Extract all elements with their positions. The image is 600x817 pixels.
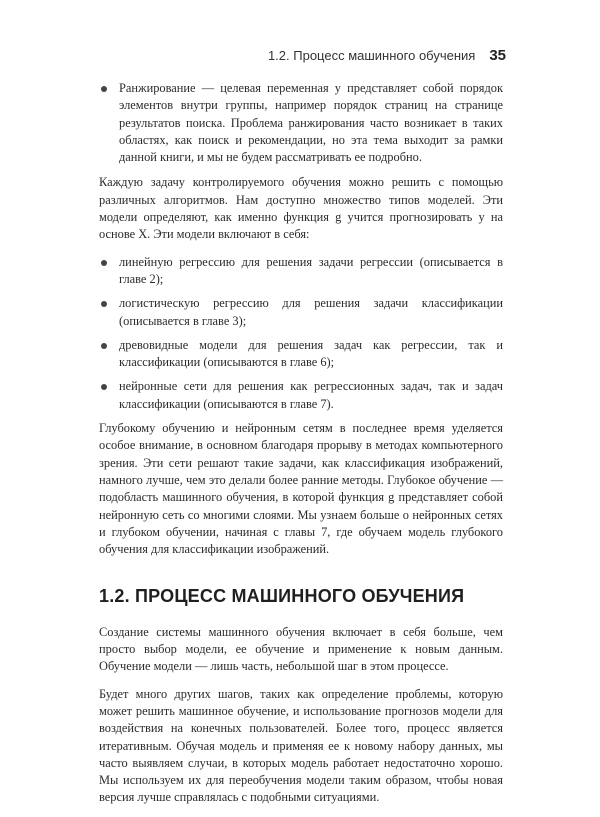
list-item-text: Ранжирование — целевая переменная y представляет собой порядок элементов внутри группы, например порядок страниц на странице результатов поиска. Проблема ранжирования часто возникает в таких областях, как поиск и рекомендации, но эта тема выходит за рамки данной книги, и мы не будем рассматривать ее подробно.	[119, 81, 503, 165]
section-heading: 1.2. ПРОЦЕСС МАШИННОГО ОБУЧЕНИЯ	[99, 586, 465, 607]
paragraph-other-steps: Будет много других шагов, таких как определение проблемы, которую может решить машинное обучение, и использование прогнозов модели для воздействия на конечных пользователей. Более того, процесс является итеративным. Обучая модель и применяя ее к новому набору данных, мы часто выявляем случаи, в которых модель работает недостаточно хорошо. Мы используем их для переобучения модели таким образом, чтобы новая версия лучше справлялась с подобными ситуациями.	[99, 686, 503, 805]
list-item-text: линейную регрессию для решения задачи регрессии (описывается в главе 2);	[119, 254, 503, 286]
list-item	[99, 80, 503, 166]
list-item	[99, 295, 503, 330]
bullet-icon	[101, 343, 107, 349]
running-header	[268, 47, 506, 64]
intro-bullet-list	[99, 80, 503, 166]
page-body	[99, 80, 503, 817]
bullet-icon	[101, 260, 107, 266]
page-number: 35	[489, 47, 506, 64]
bullet-icon	[101, 86, 107, 92]
paragraph-ml-system: Создание системы машинного обучения включает в себя больше, чем просто выбор модели, ее обучение и применение к новым данным. Обучение модели — лишь часть, небольшой шаг в этом процессе.	[99, 624, 503, 674]
list-item-text: нейронные сети для решения как регрессионных задач, так и задач классификации (описываются в главе 7).	[119, 379, 503, 411]
paragraph-deep-learning: Глубокому обучению и нейронным сетям в последнее время уделяется особое внимание, в основном благодаря прорыву в методах компьютерного зрения. Эти сети решают такие задачи, как классификация изображений, намного лучше, чем это делали более ранние методы. Глубокое обучение — подобласть машинного обучения, в которой функция g представляет собой нейронную сеть со многими слоями. Мы узнаем больше о нейронных сетях и глубоком обучении, начиная с главы 7, где обучаем модель глубокого обучения для классификации изображений.	[99, 421, 503, 557]
list-item	[99, 254, 503, 289]
paragraph-algorithms: Каждую задачу контролируемого обучения можно решить с помощью различных алгоритмов. Нам доступно множество типов моделей. Эти модели определяют, как именно функция g учится прогнозировать y на основе X. Эти модели включают в себя:	[99, 175, 503, 242]
bullet-icon	[101, 384, 107, 390]
list-item	[99, 337, 503, 372]
models-bullet-list	[99, 254, 503, 413]
running-header-section: 1.2. Процесс машинного обучения	[267, 48, 476, 63]
list-item	[99, 378, 503, 413]
bullet-icon	[101, 301, 107, 307]
list-item-text: логистическую регрессию для решения задачи классификации (описывается в главе 3);	[119, 296, 503, 328]
list-item-text: древовидные модели для решения задач как регрессии, так и классификации (описываются в главе 6);	[119, 337, 503, 370]
